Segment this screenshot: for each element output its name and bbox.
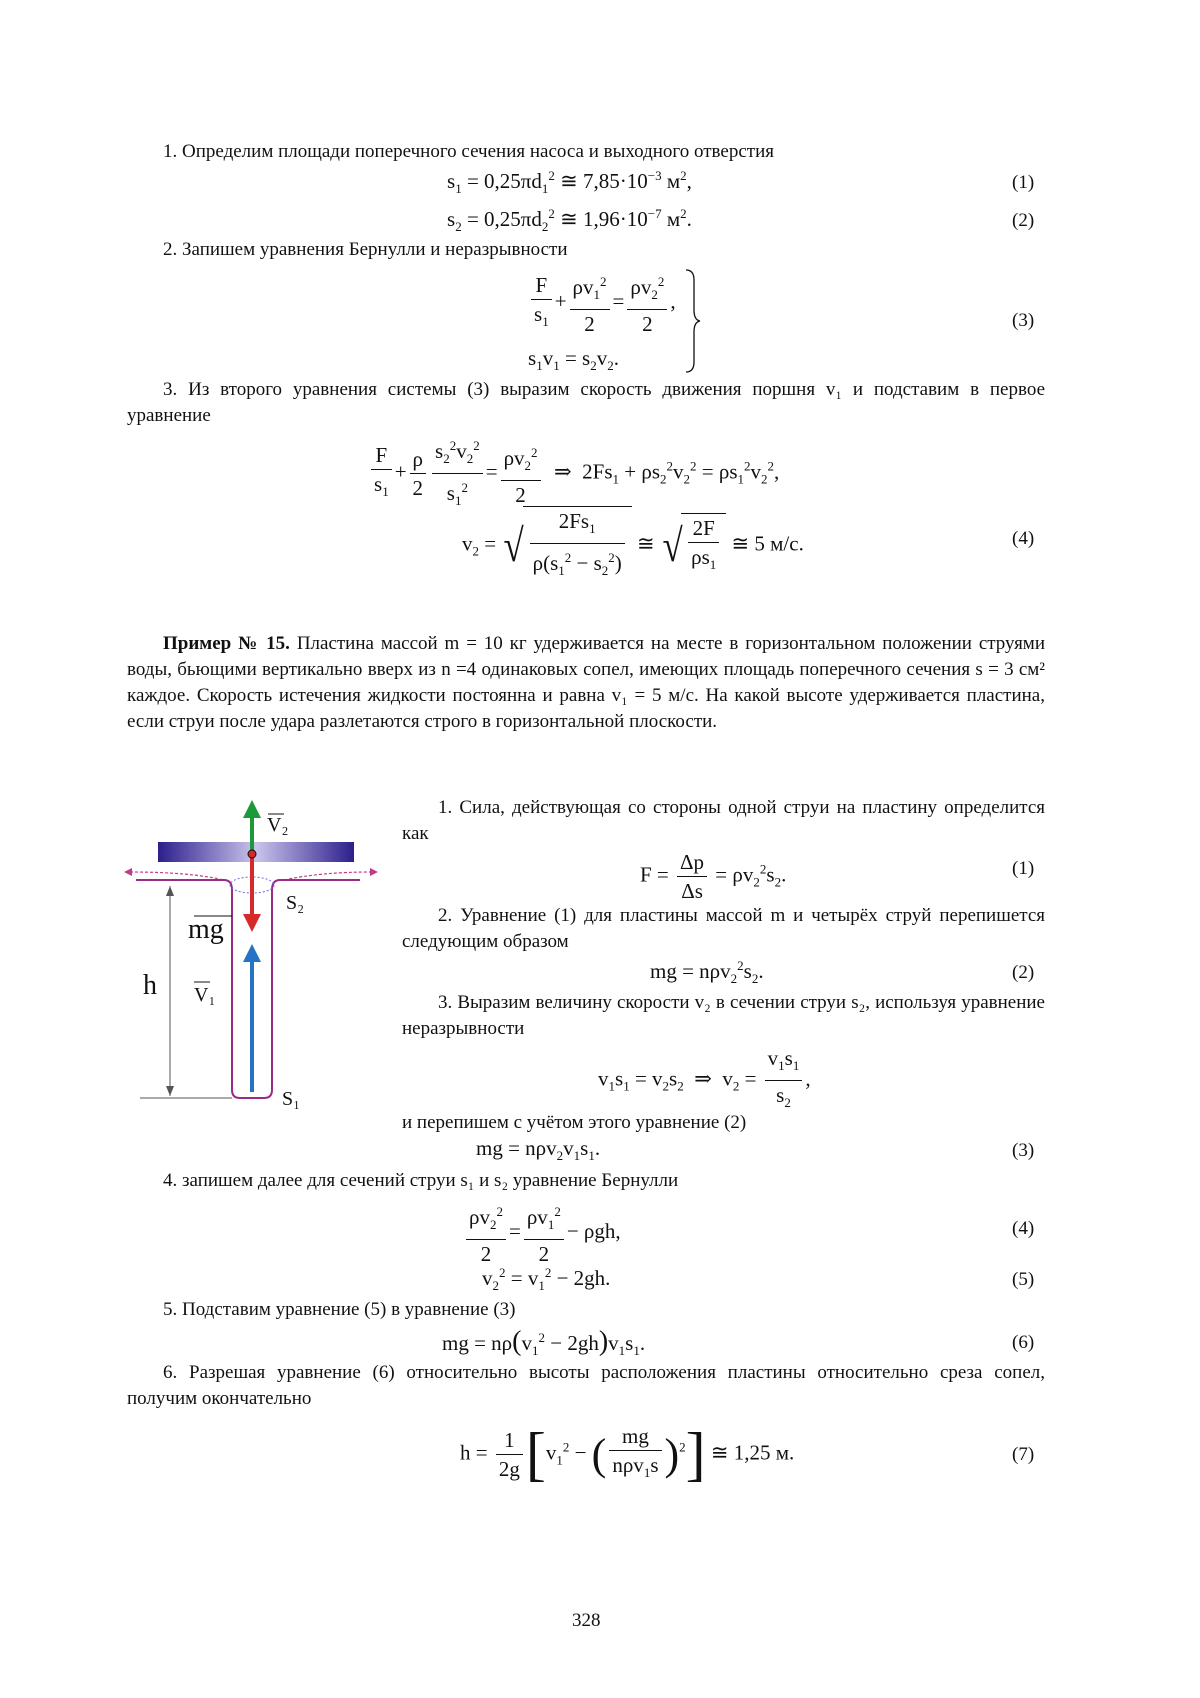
velocity-square-equation: $v_2^2 = v_1^2 - 2gh$. xyxy=(482,1265,611,1294)
example-text: Пластина массой m = 10 кг удерживается на месте в горизонтальном положении струями воды, бьющими вертикально вверх из n =4 одинаковых сопел, имеющих площадь поперечного сечения s = 3 см² каждое. Скорость истечения жидкости постоянна и равна v₁ = 5 м/с. На какой высоте удерживается пластина, если струи после удара разлетаются строго в горизонтальной плоскости. xyxy=(127,633,1046,732)
label-v1: V₁ xyxy=(194,984,216,1006)
continuity-equation: $s_1v_1 = s_2v_2$. xyxy=(528,346,619,374)
example-title: Пример № 15. xyxy=(163,633,290,654)
label-h: h xyxy=(143,970,157,1001)
eq1-number: (1) xyxy=(1012,172,1035,193)
ex-eq2-number: (2) xyxy=(1012,962,1035,983)
plate-equation: mg = $n\rho v_2^2s_2$. xyxy=(650,958,764,987)
bernoulli-equation: $\frac{F}{s_1}$ + $\frac{\rho v_1^2}{2}$ = $\frac{\rho v_2^2}{2}$ , xyxy=(528,268,676,338)
combined-equation: mg = $n\rho(v_1^2 - 2gh)v_1s_1$. xyxy=(442,1326,646,1359)
ex-step3: 3. Выразим величину скорости v₂ в сечении струи s₂, используя уравнение неразрывности xyxy=(402,992,1045,1039)
rewritten-plate-equation: mg = $n\rho v_2v_1s_1$. xyxy=(476,1136,601,1164)
ex-step1: 1. Сила, действующая со стороны одной струи на пластину определится как xyxy=(402,797,1045,844)
example-statement xyxy=(127,631,1045,735)
equation-2: $s_2 = 0,25\pi d_2^2$ ≅ $1,96\cdot 10^{-7}$ $м^2$. xyxy=(447,206,692,235)
ex-eq4-number: (4) xyxy=(1012,1218,1035,1239)
ex-eq1-number: (1) xyxy=(1012,858,1035,879)
ex-step5: 5. Подставим уравнение (5) в уравнение (3) xyxy=(163,1299,516,1320)
height-equation: h = $\frac{1}{2g}$ [$v_1^2$ − ( $\frac{mg}{n\rho v_1s}$ )$^2$] ≅ 1,25 м. xyxy=(460,1421,795,1487)
equation-1: $s_1 = 0,25\pi d_1^2$ ≅ $7,85\cdot 10^{-3}$ $м^2$, xyxy=(447,168,692,197)
page-number: 328 xyxy=(572,1610,601,1631)
label-v2: V₂ xyxy=(267,814,289,836)
final-result: ≅ 1,25 м. xyxy=(710,1440,795,1465)
eq4-result: ≅ 5 м/с. xyxy=(731,531,804,556)
bernoulli-jet-equation: $\frac{\rho v_2^2}{2}$ = $\frac{\rho v_1^2}{2}$ − ρgh, xyxy=(463,1198,621,1268)
ex-eq6-number: (6) xyxy=(1012,1332,1035,1353)
jet-plate-figure xyxy=(120,790,390,1120)
ex-eq7-number: (7) xyxy=(1012,1444,1035,1465)
velocity-equation: $v_2$ = √ $\frac{2Fs_1}{\rho(s_1^2 - s_2^2)}$ ≅ √ $\frac{2F}{\rho s_1}$ ≅ 5 м/с. xyxy=(462,506,804,585)
step3-intro: 3. Из второго уравнения системы (3) выразим скорость движения поршня v₁ и подставим в первое уравнение xyxy=(127,379,1045,426)
continuity-v2-equation: $v_1s_1 = v_2s_2$ ⇒ $v_2$ = $\frac{v_1s_1}{s_2}$ , xyxy=(598,1046,811,1111)
ex-eq5-number: (5) xyxy=(1012,1269,1035,1290)
mg-arrow xyxy=(243,914,261,932)
ex-step4: 4. запишем далее для сечений струи s₁ и s₂ уравнение Бернулли xyxy=(163,1170,679,1191)
label-s2: S₂ xyxy=(286,892,305,914)
eq4-number: (4) xyxy=(1012,528,1035,549)
label-mg: mg xyxy=(188,914,224,945)
eq2-number: (2) xyxy=(1012,210,1035,231)
ex-step2: 2. Уравнение (1) для пластины массой m и четырёх струй перепишется следующим образом xyxy=(402,905,1045,952)
eq3-number: (3) xyxy=(1012,310,1035,331)
force-equation: F = $\frac{\Delta p}{\Delta s}$ = $\rho v_2^2s_2$. xyxy=(640,850,787,903)
step1-intro: 1. Определим площади поперечного сечения насоса и выходного отверстия xyxy=(163,141,774,162)
step2-intro: 2. Запишем уравнения Бернулли и неразрывности xyxy=(163,239,568,260)
ex-step6: 6. Разрешая уравнение (6) относительно высоты расположения пластины относительно среза сопел, получим окончательно xyxy=(127,1362,1045,1409)
substitution-equation: $\frac{F}{s_1}$ + $\frac{\rho}{2}$ $\frac{s_2^2v_2^2}{s_1^2}$ = $\frac{\rho v_2^2}{2}$ ⇒ $2Fs_1 + \rho s_2^2v_2^2 = \rho s_1^2v_2^2$, xyxy=(368,432,779,515)
label-s1: S₁ xyxy=(282,1088,301,1110)
v1-arrow xyxy=(243,944,261,962)
v2-arrow xyxy=(243,800,261,818)
ex-eq3-number: (3) xyxy=(1012,1140,1035,1161)
system-brace xyxy=(682,268,702,374)
ex-step3b: и перепишем с учётом этого уравнение (2) xyxy=(402,1112,747,1133)
